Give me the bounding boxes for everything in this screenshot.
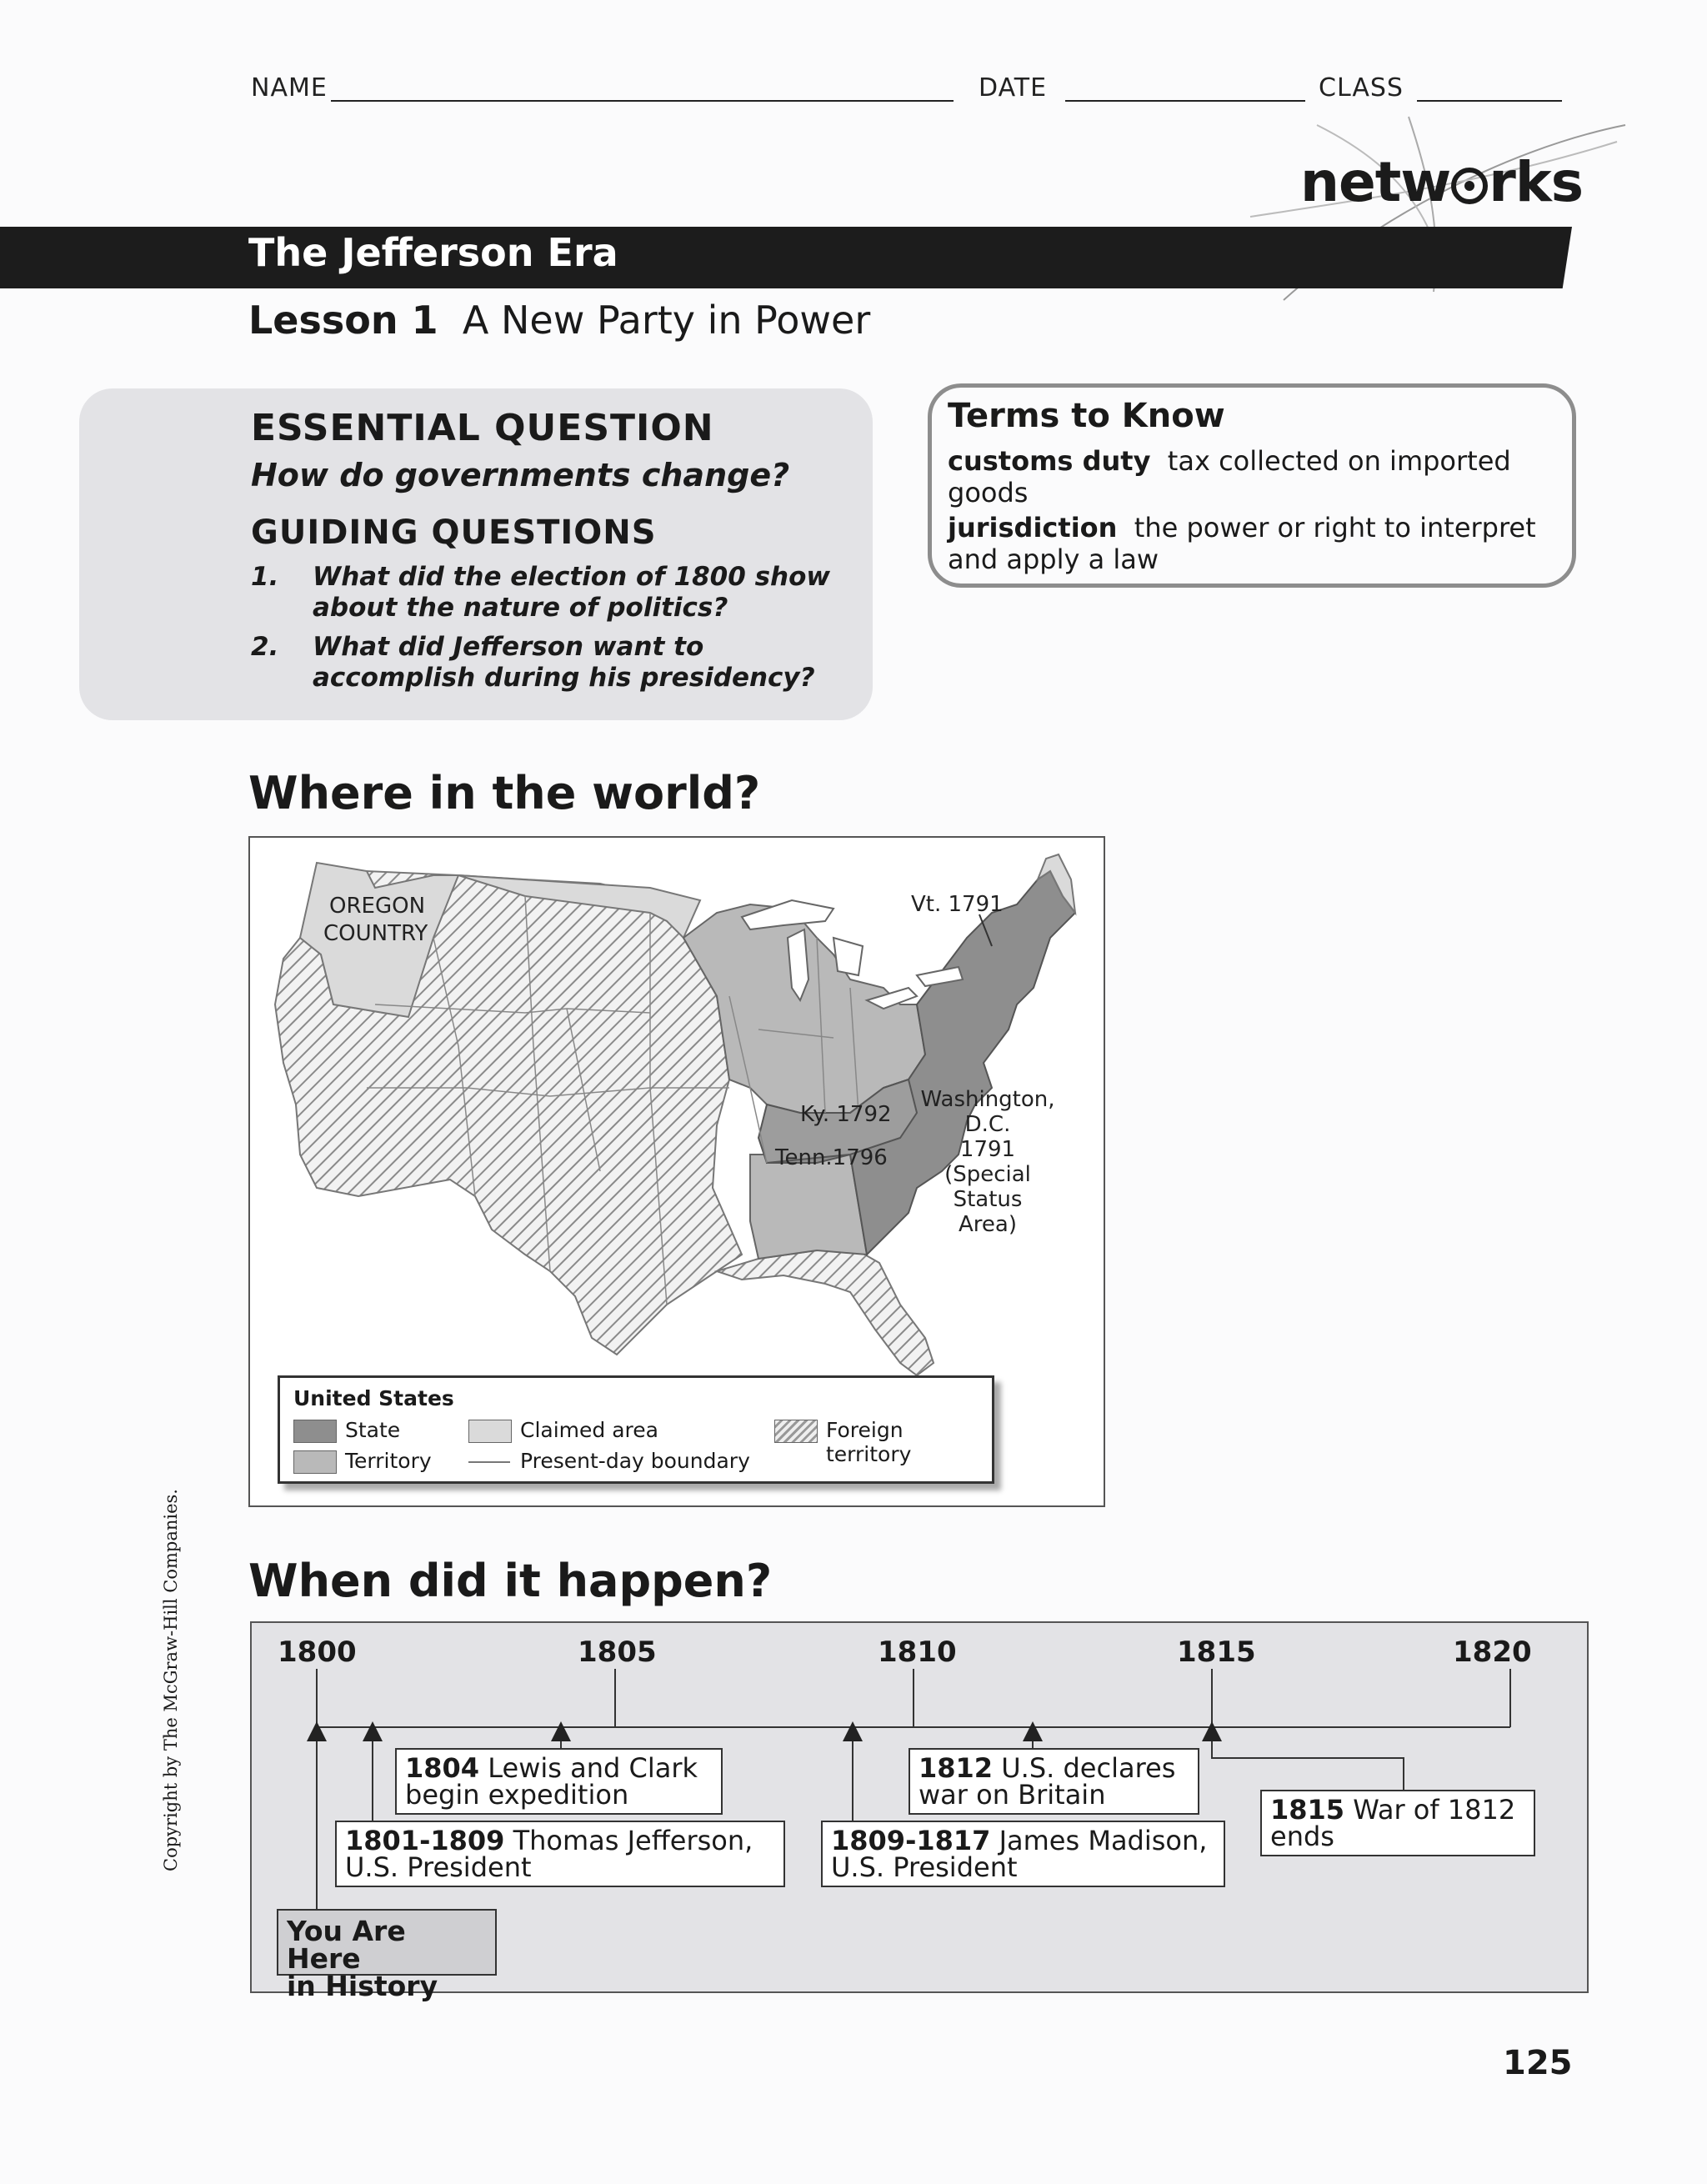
map-label-oregon-1: OREGON [329,894,426,919]
logo-text-start: netw [1300,150,1451,214]
lesson-title: A New Party in Power [462,298,871,343]
page-number: 125 [1503,2044,1573,2082]
unit-title: The Jefferson Era [248,230,618,275]
title-banner [0,227,1572,288]
map-legend [278,1375,994,1484]
term-jurisdiction [948,512,1564,575]
event-year: 1815 [1270,1794,1345,1826]
timeline-year-1805: 1805 [578,1635,657,1669]
timeline-year-1800: 1800 [278,1635,357,1669]
essential-question-heading: ESSENTIAL QUESTION [251,407,714,449]
term-word: jurisdiction [948,512,1118,543]
terms-heading: Terms to Know [948,397,1225,435]
event-text: begin expedition [405,1779,629,1811]
map-label-dc-3: 1791 [959,1137,1016,1162]
you-are-here-line1: You Are Here [287,1915,406,1975]
map-label-kentucky: Ky. 1792 [800,1102,892,1127]
copyright-notice: Copyright by The McGraw-Hill Companies. [161,1489,181,1871]
date-label: DATE [979,73,1048,103]
legend-territory-swatch [293,1450,337,1474]
name-label: NAME [251,73,328,103]
logo-globe-icon [1451,168,1488,204]
guiding-question-1-line2: about the nature of politics? [313,593,728,623]
event-year: 1809-1817 [831,1825,991,1856]
event-text: Lewis and Clark [488,1752,698,1784]
map-label-oregon-2: COUNTRY [323,921,428,946]
timeline-year-1810: 1810 [878,1635,957,1669]
timeline-year-1815: 1815 [1177,1635,1256,1669]
guiding-question-1-line1: What did the election of 1800 show [313,562,831,592]
legend-boundary-label: Present-day boundary [520,1449,750,1473]
timeline-event-1809-1817 [821,1821,1225,1887]
legend-foreign-label: Foreign territory [826,1418,912,1466]
map-label-dc-2: D.C. [964,1112,1011,1137]
lesson-number: Lesson 1 [248,298,438,343]
event-text: Thomas Jefferson, [513,1825,753,1856]
map-label-dc-5: Status [953,1187,1023,1212]
name-line [331,100,954,102]
timeline-event-1801-1809 [335,1821,785,1887]
term-definition: the power or right to interpret and apply a law [948,512,1536,575]
event-text: U.S. declares [1001,1752,1176,1784]
map-frame [248,836,1105,1507]
event-text: war on Britain [919,1779,1106,1811]
event-year: 1812 [919,1752,994,1784]
event-text: ends [1270,1821,1334,1852]
map-label-dc-4: (Special [944,1162,1031,1187]
guiding-question-2-line2: accomplish during his presidency? [313,663,815,693]
timeline-event-1815 [1260,1790,1535,1856]
timeline-box [250,1621,1589,2002]
guiding-questions-heading: GUIDING QUESTIONS [251,513,657,552]
guiding-question-2-line1: What did Jefferson want to [313,632,704,662]
map-section-heading: Where in the world? [248,767,761,819]
guiding-question-1-number: 1. [251,562,279,592]
event-year: 1804 [405,1752,480,1784]
event-text: U.S. President [345,1851,532,1883]
you-are-here-line2: in History [287,1970,438,2002]
map-label-dc-6: Area) [959,1212,1017,1237]
networks-logo [1300,150,1583,214]
legend-claimed-swatch [468,1420,512,1443]
legend-territory-label: Territory [345,1449,432,1473]
timeline-section-heading: When did it happen? [248,1555,773,1607]
legend-title: United States [293,1386,454,1410]
event-text: War of 1812 [1353,1794,1516,1826]
you-are-here-marker [277,1909,497,2002]
legend-boundary-line [468,1461,510,1463]
legend-claimed-label: Claimed area [520,1418,658,1442]
term-word: customs duty [948,445,1151,477]
legend-state-swatch [293,1420,337,1443]
timeline-year-1820: 1820 [1453,1635,1532,1669]
legend-foreign-swatch [774,1420,818,1443]
event-text: U.S. President [831,1851,1018,1883]
map-label-tennessee: Tenn.1796 [775,1145,888,1170]
term-definition: tax collected on imported goods [948,445,1511,508]
logo-text-end: rks [1489,150,1584,214]
term-customs-duty [948,445,1564,508]
essential-question: How do governments change? [251,457,790,493]
timeline-event-1812 [909,1748,1199,1815]
guiding-question-2-number: 2. [251,632,279,662]
event-year: 1801-1809 [345,1825,505,1856]
legend-state-label: State [345,1418,401,1442]
lesson-heading [248,298,870,343]
class-label: CLASS [1319,73,1404,103]
event-text: James Madison, [999,1825,1208,1856]
foreign-territory-florida [717,1246,934,1375]
timeline-event-1804 [395,1748,723,1815]
map-label-dc-1: Washington, [920,1087,1055,1112]
map-label-vermont: Vt. 1791 [911,892,1004,917]
